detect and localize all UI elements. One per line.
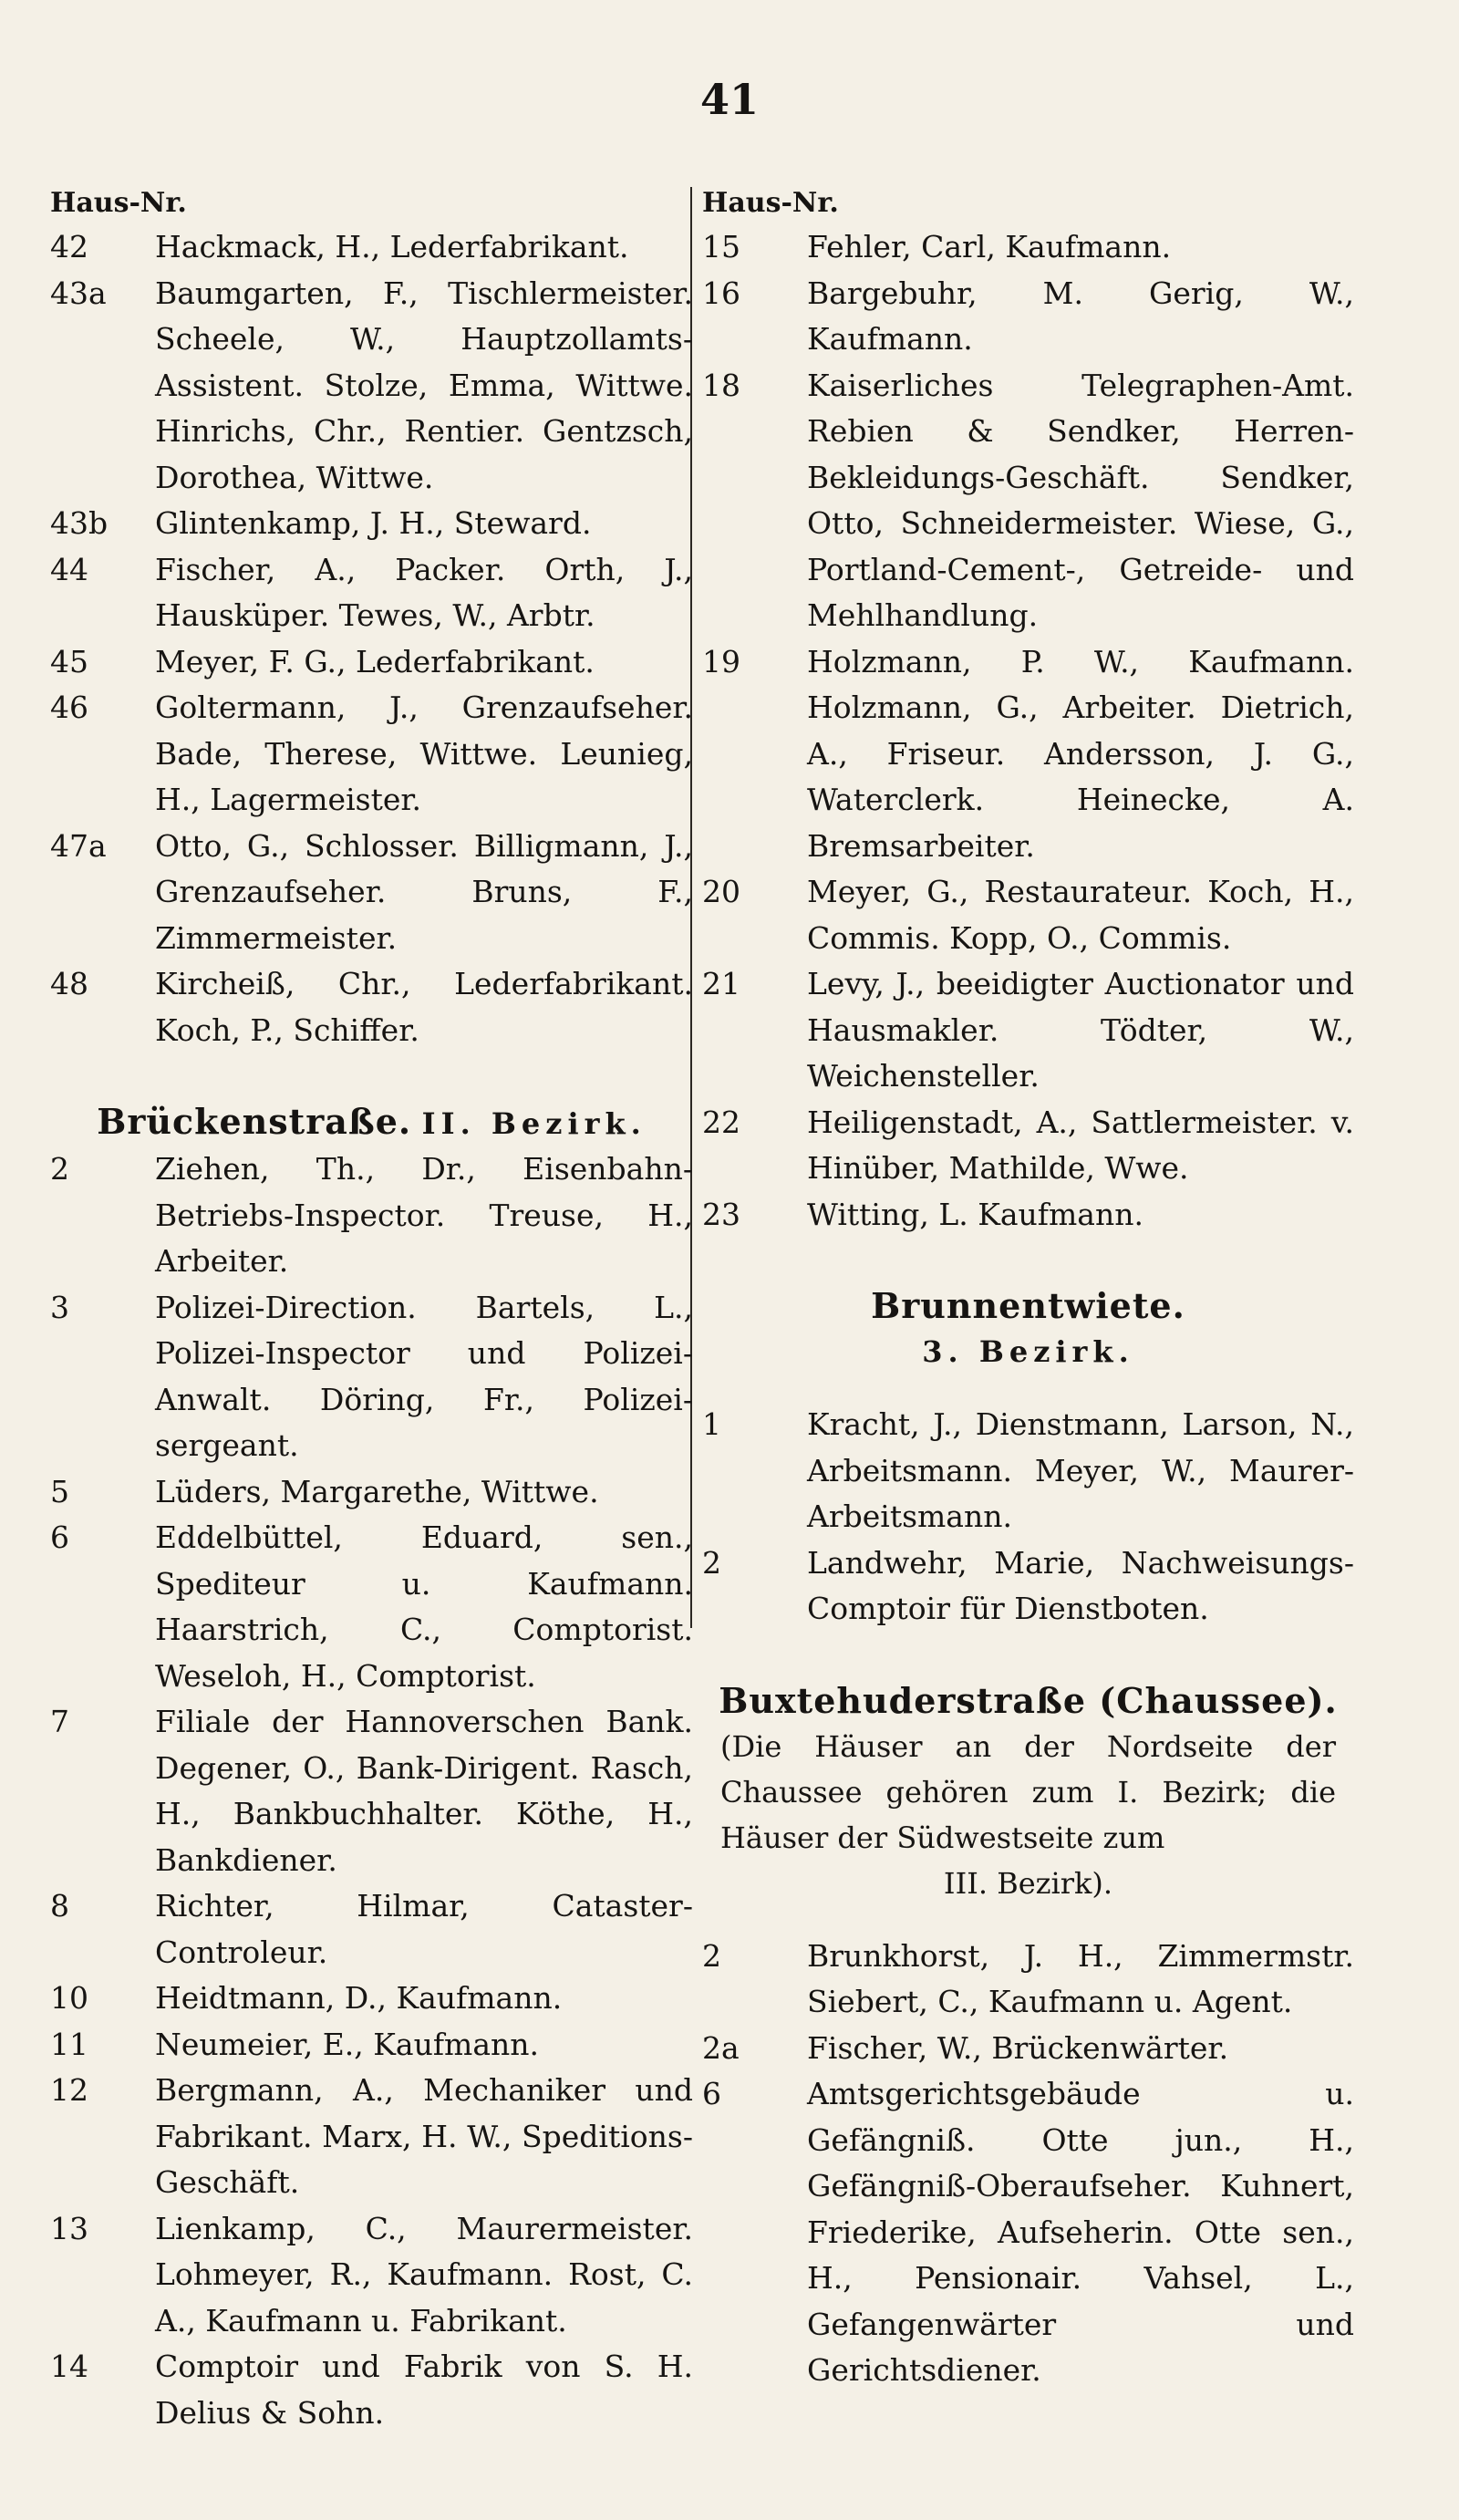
district-label: 3. Bezirk.	[922, 1334, 1134, 1369]
directory-entry	[50, 271, 693, 502]
directory-entry	[50, 1146, 693, 1285]
house-number: 12	[50, 2072, 88, 2108]
directory-entry	[50, 1515, 693, 1699]
house-number: 42	[50, 229, 88, 264]
directory-entry	[702, 1402, 1354, 1540]
street-name: Brunnentwiete.	[871, 1285, 1185, 1326]
house-number-label: Haus-Nr.	[702, 187, 839, 219]
district-label: II. Bezirk.	[421, 1106, 647, 1141]
house-number: 3	[50, 1289, 69, 1325]
entry-text: Levy, J., beeidigter Auctionator und Hausmakler. Tödter, W., Weichensteller.	[807, 966, 1354, 1094]
street-name: Buxtehuderstraße (Chaussee).	[719, 1679, 1338, 1721]
entry-text: Goltermann, J., Grenzaufseher. Bade, Therese, Wittwe. Leunieg, H., Lagermeister.	[155, 690, 693, 817]
directory-entry	[702, 2026, 1354, 2072]
house-number: 44	[50, 551, 88, 587]
house-number: 43a	[50, 275, 107, 311]
left-entries-b	[50, 1146, 693, 2436]
directory-entry	[702, 271, 1354, 363]
street-heading-brunnentwiete	[702, 1283, 1354, 1374]
street-name: Brückenstraße.	[97, 1101, 412, 1142]
entry-text: Lienkamp, C., Maurermeister. Lohmeyer, R., Kaufmann. Rost, C. A., Kaufmann u. Fabrikant.	[155, 2210, 693, 2339]
directory-entry	[702, 1100, 1354, 1192]
entry-text: Meyer, G., Restaurateur. Koch, H., Commis. Kopp, O., Commis.	[807, 874, 1354, 956]
entry-text: Heiligenstadt, A., Sattlermeister. v. Hinüber, Mathilde, Wwe.	[807, 1104, 1354, 1186]
entry-text: Polizei-Direction. Bartels, L., Polizei-Inspector und Polizei-Anwalt. Döring, Fr., Polizei-sergeant.	[155, 1289, 693, 1463]
directory-entry	[50, 824, 693, 962]
entry-text: Fischer, A., Packer. Orth, J., Hausküper. Tewes, W., Arbtr.	[155, 551, 693, 633]
directory-entry	[50, 1469, 693, 1516]
directory-entry	[702, 869, 1354, 961]
directory-entry	[50, 1976, 693, 2022]
house-number: 2a	[702, 2029, 740, 2066]
house-number: 16	[702, 275, 740, 311]
entry-text: Otto, G., Schlosser. Billigmann, J., Grenzaufseher. Bruns, F., Zimmermeister.	[155, 827, 693, 956]
house-number: 18	[702, 367, 740, 403]
spacer	[50, 1053, 693, 1099]
entry-text: Neumeier, E., Kaufmann.	[155, 2026, 540, 2062]
directory-entry	[50, 2022, 693, 2069]
house-number: 48	[50, 966, 88, 1001]
directory-entry	[50, 224, 693, 271]
house-number: 13	[50, 2210, 88, 2246]
district-note: (Die Häuser an der Nordseite der Chaussee gehören zum I. Bezirk; die Häuser der Südwestseite zum	[720, 1728, 1336, 1855]
house-number: 2	[702, 1544, 721, 1581]
entry-text: Fehler, Carl, Kaufmann.	[807, 229, 1172, 264]
right-entries-b	[702, 1402, 1354, 1633]
entry-text: Bergmann, A., Mechaniker und Fabrikant. Marx, H. W., Speditions-Geschäft.	[155, 2072, 693, 2200]
directory-entry	[50, 639, 693, 686]
entry-text: Glintenkamp, J. H., Steward.	[155, 505, 592, 541]
left-column	[50, 182, 693, 2436]
entry-text: Heidtmann, D., Kaufmann.	[155, 1980, 563, 2016]
directory-entry	[50, 547, 693, 639]
page-number: 41	[699, 75, 759, 124]
directory-entry	[50, 2068, 693, 2206]
directory-entry	[50, 961, 693, 1053]
entry-text: Comptoir und Fabrik von S. H. Delius & Sohn.	[155, 2349, 693, 2431]
entry-text: Kracht, J., Dienstmann, Larson, N., Arbeitsmann. Meyer, W., Maurer-Arbeitsmann.	[807, 1406, 1354, 1534]
entry-text: Fischer, W., Brückenwärter.	[807, 2029, 1229, 2066]
house-number: 22	[702, 1104, 740, 1140]
house-number: 1	[702, 1406, 721, 1442]
entry-text: Holzmann, P. W., Kaufmann. Holzmann, G., Arbeiter. Dietrich, A., Friseur. Andersson, J. G., Waterclerk. Heinecke, A. Bremsarbeiter.	[807, 643, 1354, 864]
entry-text: Eddelbüttel, Eduard, sen., Spediteur u. Kaufmann. Haarstrich, C., Comptorist. Weseloh, H., Comptorist.	[155, 1519, 693, 1694]
entry-text: Kircheiß, Chr., Lederfabrikant. Koch, P., Schiffer.	[155, 966, 693, 1048]
house-number: 20	[702, 874, 740, 909]
house-number: 2	[50, 1151, 69, 1187]
house-number: 2	[702, 1937, 721, 1974]
directory-entry	[702, 639, 1354, 870]
directory-entry	[702, 1934, 1354, 2026]
directory-entry	[50, 1699, 693, 1883]
entry-text: Ziehen, Th., Dr., Eisenbahn-Betriebs-Inspector. Treuse, H., Arbeiter.	[155, 1151, 693, 1279]
directory-entry	[702, 363, 1354, 639]
entry-text: Amtsgerichtsgebäude u. Gefängniß. Otte jun., H., Gefängniß-Oberaufseher. Kuhnert, Friederike, Aufseherin. Otte sen., H., Pensionair. Vahsel, L., Gefangenwärter und Gerichtsdiener.	[807, 2076, 1354, 2388]
district-note-end: III. Bezirk).	[943, 1865, 1113, 1901]
house-number: 11	[50, 2026, 88, 2062]
spacer	[702, 1374, 1354, 1402]
house-number: 19	[702, 643, 740, 679]
right-entries-c	[702, 1934, 1354, 2394]
directory-entry	[702, 1540, 1354, 1633]
directory-entry	[50, 1883, 693, 1976]
house-number: 14	[50, 2349, 88, 2384]
house-number: 45	[50, 643, 88, 679]
directory-entry	[702, 224, 1354, 271]
entry-text: Landwehr, Marie, Nachweisungs-Comptoir für Dienstboten.	[807, 1544, 1354, 1626]
house-number: 7	[50, 1704, 69, 1739]
entry-text: Witting, L. Kaufmann.	[807, 1196, 1143, 1232]
entry-text: Meyer, F. G., Lederfabrikant.	[155, 643, 595, 679]
house-number: 10	[50, 1980, 88, 2016]
spacer	[702, 1238, 1354, 1283]
directory-entry	[50, 501, 693, 547]
street-heading-brueckenstrasse	[50, 1099, 693, 1146]
right-column	[702, 182, 1354, 2394]
directory-entry	[702, 1192, 1354, 1239]
house-number: 43b	[50, 505, 109, 541]
entry-text: Brunkhorst, J. H., Zimmermstr. Siebert, C., Kaufmann u. Agent.	[807, 1937, 1354, 2019]
house-number: 47a	[50, 827, 107, 864]
entry-text: Lüders, Margarethe, Wittwe.	[155, 1473, 599, 1509]
entry-text: Bargebuhr, M. Gerig, W., Kaufmann.	[807, 275, 1354, 357]
entry-text: Hackmack, H., Lederfabrikant.	[155, 229, 629, 264]
directory-entry	[50, 1285, 693, 1469]
entry-text: Baumgarten, F., Tischlermeister. Scheele, W., Hauptzollamts-Assistent. Stolze, Emma, Wittwe. Hinrichs, Chr., Rentier. Gentzsch, Dorothea, Wittwe.	[155, 275, 693, 495]
house-number-label: Haus-Nr.	[50, 187, 187, 219]
house-number: 46	[50, 690, 88, 725]
directory-entry	[50, 2344, 693, 2436]
house-number: 5	[50, 1473, 69, 1509]
entry-text: Richter, Hilmar, Cataster-Controleur.	[155, 1888, 693, 1970]
directory-entry	[50, 2206, 693, 2345]
right-entries-a	[702, 224, 1354, 1238]
house-number: 15	[702, 229, 740, 264]
directory-entry	[702, 961, 1354, 1100]
street-heading-buxtehuderstrasse	[702, 1678, 1354, 1724]
house-number: 6	[702, 2076, 721, 2111]
house-number: 8	[50, 1888, 69, 1924]
house-number: 21	[702, 966, 740, 1001]
directory-entry	[702, 2071, 1354, 2394]
directory-entry	[50, 685, 693, 824]
entry-text: Kaiserliches Telegraphen-Amt. Rebien & Sendker, Herren-Bekleidungs-Geschäft. Sendker, Otto, Schneidermeister. Wiese, G., Portland-Cement-, Getreide- und Mehlhandlung.	[807, 367, 1354, 633]
spacer	[702, 1906, 1354, 1934]
entry-text: Filiale der Hannoverschen Bank. Degener, O., Bank-Dirigent. Rasch, H., Bankbuchhalter. Köthe, H., Bankdiener.	[155, 1704, 693, 1878]
house-number: 23	[702, 1196, 740, 1232]
left-entries-a	[50, 224, 693, 1053]
spacer	[702, 1633, 1354, 1678]
house-number: 6	[50, 1519, 69, 1555]
